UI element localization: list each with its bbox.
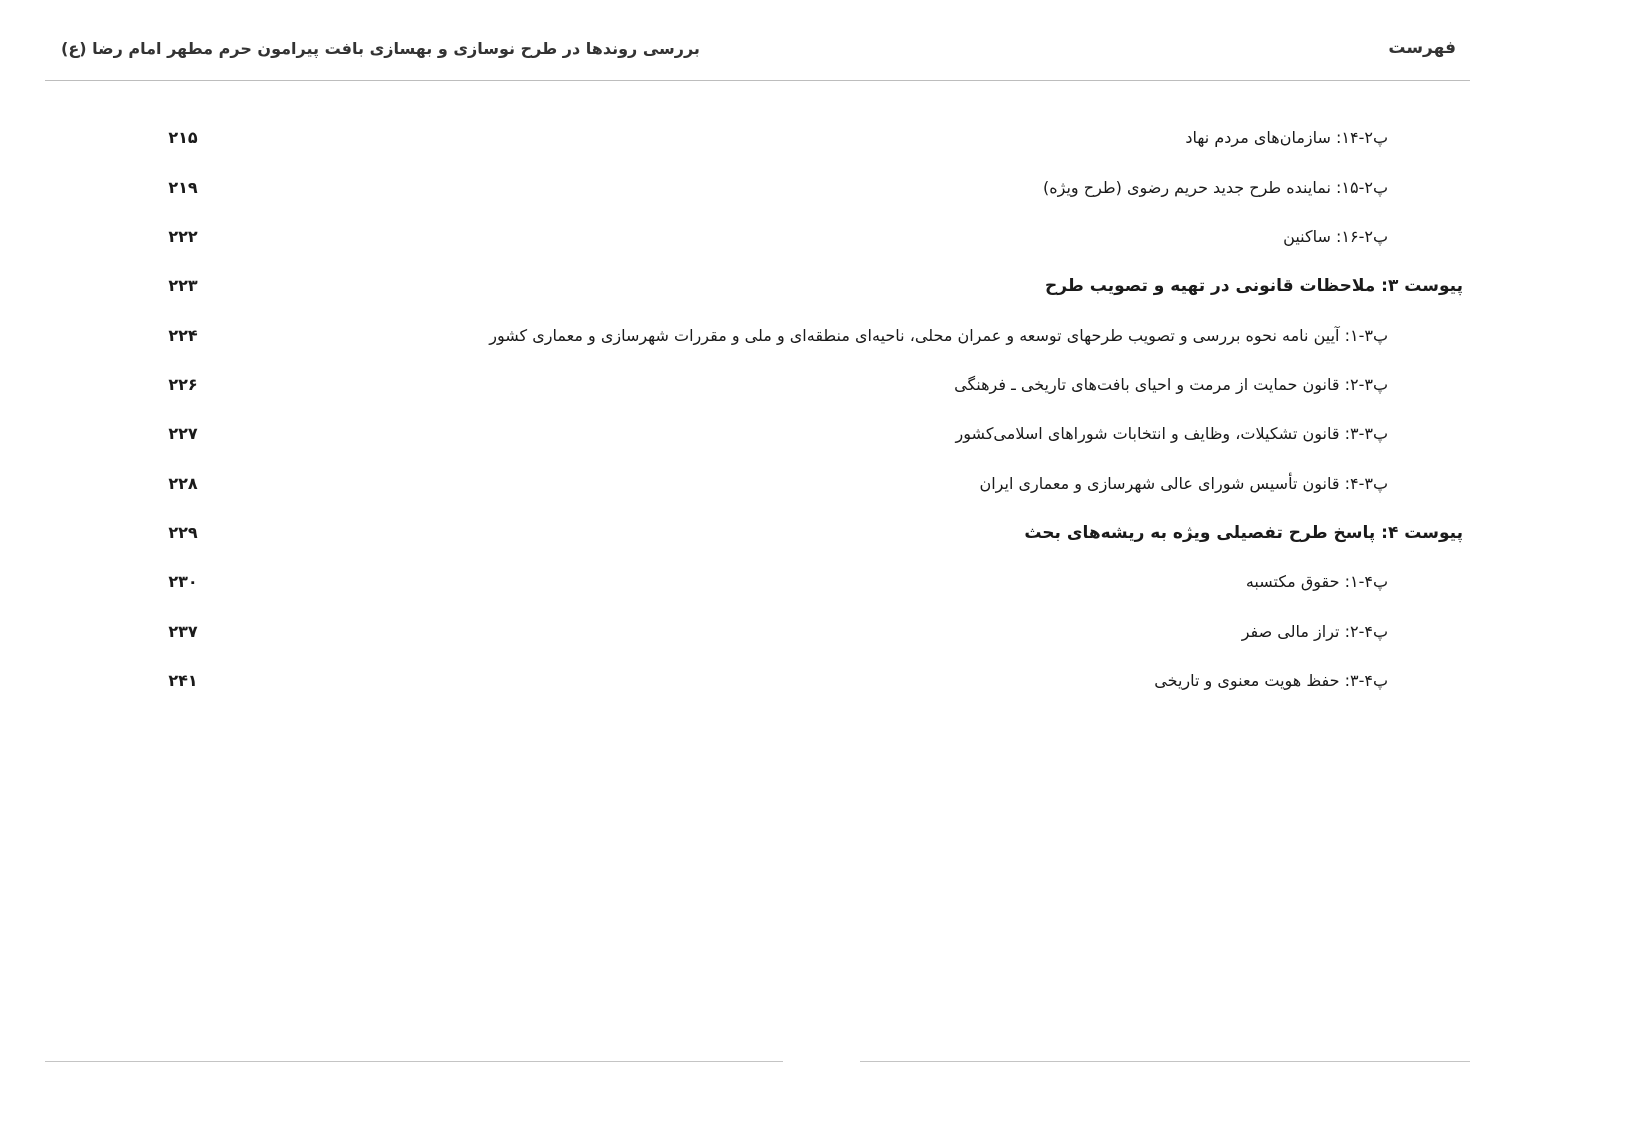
toc-entry-page: ۲۲۴: [168, 326, 198, 345]
footer-divider-right: [860, 1061, 1470, 1062]
toc-entry[interactable]: [0, 123, 1625, 153]
toc-entry[interactable]: [0, 666, 1625, 696]
toc-entry-page: ۲۲۷: [168, 424, 198, 443]
toc-entry-title: پ۳-۱: آیین نامه نحوه بررسی و تصویب طرحهای توسعه و عمران محلی، ناحیه‌ای منطقه‌ای و ملی و مقررات شهرسازی و معماری کشور: [489, 326, 1388, 345]
toc-entry-title: پ۲-۱۶: ساکنین: [1283, 227, 1388, 246]
section-title: فهرست: [1388, 38, 1456, 58]
toc-section-entry[interactable]: [0, 518, 1625, 548]
toc-entry[interactable]: [0, 321, 1625, 351]
book-title: بررسی روندها در طرح نوسازی و بهسازی بافت پیرامون حرم مطهر امام رضا (ع): [61, 39, 700, 58]
toc-entry-page: ۲۲۸: [168, 474, 198, 493]
toc-entry-page: ۲۲۳: [168, 276, 198, 295]
toc-entry[interactable]: [0, 617, 1625, 647]
toc-entry[interactable]: [0, 222, 1625, 252]
toc-entry[interactable]: [0, 419, 1625, 449]
toc-section-title: پیوست ۴: پاسخ طرح تفصیلی ویژه به ریشه‌های بحث: [1024, 523, 1463, 543]
toc-section-entry[interactable]: [0, 271, 1625, 301]
toc-entry-page: ۲۴۱: [168, 671, 198, 690]
toc-entry-page: ۲۲۲: [168, 227, 198, 246]
toc-section-title: پیوست ۳: ملاحظات قانونی در تهیه و تصویب طرح: [1044, 276, 1463, 296]
toc-entry-title: پ۴-۲: تراز مالی صفر: [1241, 622, 1388, 641]
toc-entry-page: ۲۳۷: [168, 622, 198, 641]
toc-entry-page: ۲۱۹: [168, 178, 198, 197]
toc-entry-page: ۲۲۹: [168, 523, 198, 542]
toc-entry-title: پ۴-۳: حفظ هویت معنوی و تاریخی: [1154, 671, 1388, 690]
toc-entry[interactable]: [0, 469, 1625, 499]
toc-entry-title: پ۲-۱۴: سازمان‌های مردم نهاد: [1185, 128, 1388, 147]
toc-entry[interactable]: [0, 567, 1625, 597]
toc-entry-title: پ۳-۲: قانون حمایت از مرمت و احیای بافت‌های تاریخی ـ فرهنگی: [954, 375, 1388, 394]
toc-entry-title: پ۴-۱: حقوق مکتسبه: [1245, 572, 1388, 591]
toc-entry-page: ۲۲۶: [168, 375, 198, 394]
toc-entry-page: ۲۳۰: [168, 572, 198, 591]
toc-entry-page: ۲۱۵: [168, 128, 198, 147]
toc-entry-title: پ۳-۴: قانون تأسیس شورای عالی شهرسازی و معماری ایران: [979, 474, 1388, 493]
footer-divider-left: [45, 1061, 783, 1062]
toc-entry[interactable]: [0, 370, 1625, 400]
toc-entry-title: پ۲-۱۵: نماینده طرح جدید حریم رضوی (طرح ویژه): [1043, 178, 1388, 197]
toc-entry[interactable]: [0, 173, 1625, 203]
toc-entry-title: پ۳-۳: قانون تشکیلات، وظایف و انتخابات شوراهای اسلامی‌کشور: [955, 424, 1388, 443]
